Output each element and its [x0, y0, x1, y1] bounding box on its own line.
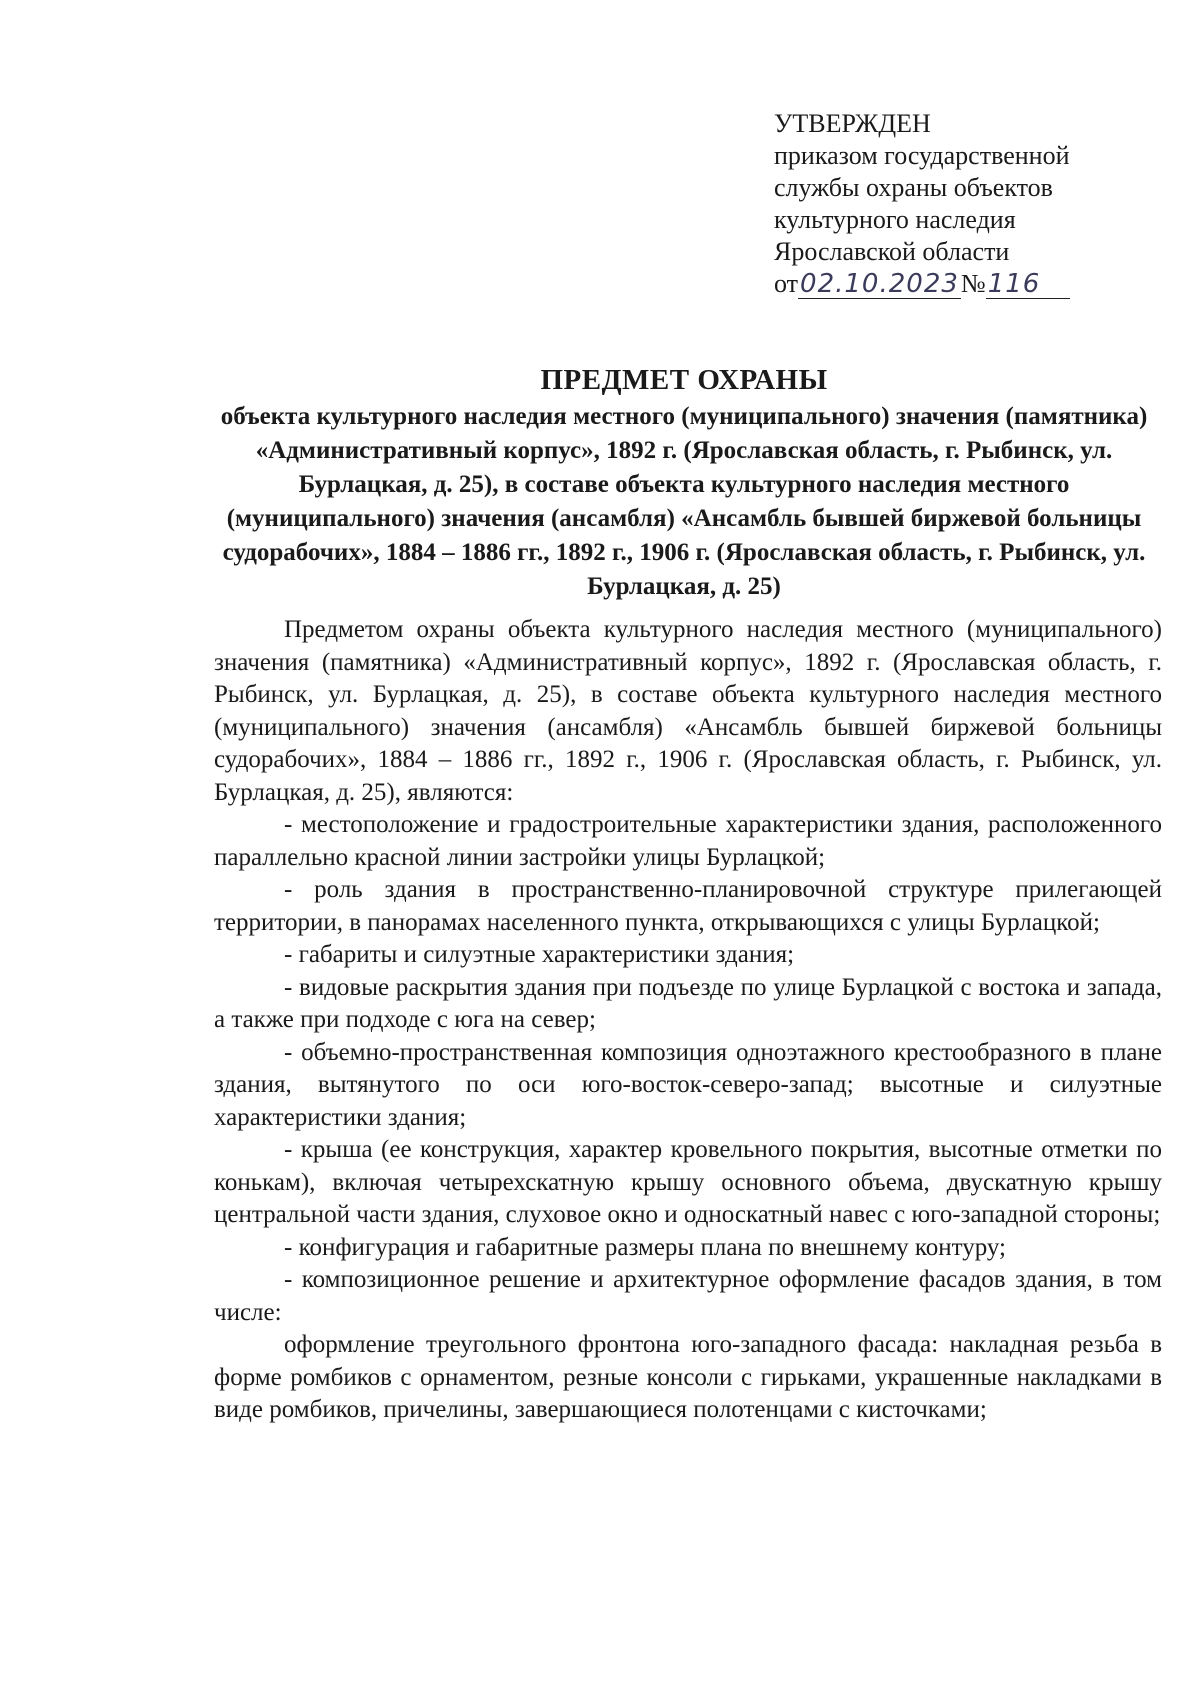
number-prefix: № — [960, 269, 986, 298]
approval-heading: УТВЕРЖДЕН — [774, 109, 931, 138]
approval-line: культурного наследия — [774, 205, 1016, 234]
document-heading — [206, 362, 1162, 604]
document-body — [214, 614, 1162, 1427]
approval-line: Ярославской области — [774, 237, 1010, 266]
list-item: - местоположение и градостроительные характеристики здания, расположенного параллельно красной линии застройки улицы Бурлацкой; — [214, 811, 1162, 871]
approval-line: службы охраны объектов — [774, 173, 1053, 202]
approval-date-line — [774, 268, 1134, 300]
list-item: - крыша (ее конструкция, характер кровельного покрытия, высотные отметки по конькам), включая четырехскатную крышу основного объема, двускатную крышу центральной части здания, слуховое окно и односкатный навес с юго-западной стороны; — [214, 1136, 1162, 1228]
handwritten-date: 02.10.2023 — [800, 269, 959, 299]
list-item: - композиционное решение и архитектурное оформление фасадов здания, в том числе: — [214, 1266, 1162, 1326]
document-subtitle: объекта культурного наследия местного (муниципального) значения (памятника) «Административный корпус», 1892 г. (Ярославская область, г. Рыбинск, ул. Бурлацкая, д. 25), в составе объекта культурного наследия местного (муниципального) значения (ансамбля) «Ансамбль бывшей биржевой больницы судорабочих», 1884 – 1886 гг., 1892 г., 1906 г. (Ярославская область, г. Рыбинск, ул. Бурлацкая, д. 25) — [220, 403, 1148, 600]
handwritten-number: 116 — [986, 270, 1070, 299]
list-item: - роль здания в пространственно-планировочной структуре прилегающей территории, в панорамах населенного пункта, открывающихся с улицы Бурлацкой; — [214, 876, 1162, 936]
list-item: - габариты и силуэтные характеристики здания; — [284, 941, 795, 968]
list-item: - объемно-пространственная композиция одноэтажного крестообразного в плане здания, вытянутого по оси юго-восток-северо-запад; высотные и силуэтные характеристики здания; — [214, 1038, 1162, 1131]
approval-stamp — [774, 108, 1134, 300]
list-item: - конфигурация и габаритные размеры плана по внешнему контуру; — [284, 1233, 1006, 1261]
sub-item: оформление треугольного фронтона юго-западного фасада: накладная резьба в форме ромбиков с орнаментом, резные консоли с гирьками, украшенные накладками в виде ромбиков, причелины, завершающиеся полотенцами с кисточками; — [214, 1331, 1162, 1423]
document-title: ПРЕДМЕТ ОХРАНЫ — [540, 364, 828, 396]
intro-paragraph: Предметом охраны объекта культурного наследия местного (муниципального) значения (памятника) «Административный корпус», 1892 г. (Ярославская область, г. Рыбинск, ул. Бурлацкая, д. 25), в составе объекта культурного наследия местного (муниципального) значения (ансамбля) «Ансамбль бывшей биржевой больницы судорабочих», 1884 – 1886 гг., 1892 г., 1906 г. (Ярославская область, г. Рыбинск, ул. Бурлацкая, д. 25), являются: — [214, 616, 1162, 806]
approval-line: приказом государственной — [774, 141, 1070, 170]
date-prefix: от — [774, 269, 799, 298]
list-item: - видовые раскрытия здания при подъезде по улице Бурлацкой с востока и запада, а также при подходе с юга на север; — [214, 973, 1162, 1033]
